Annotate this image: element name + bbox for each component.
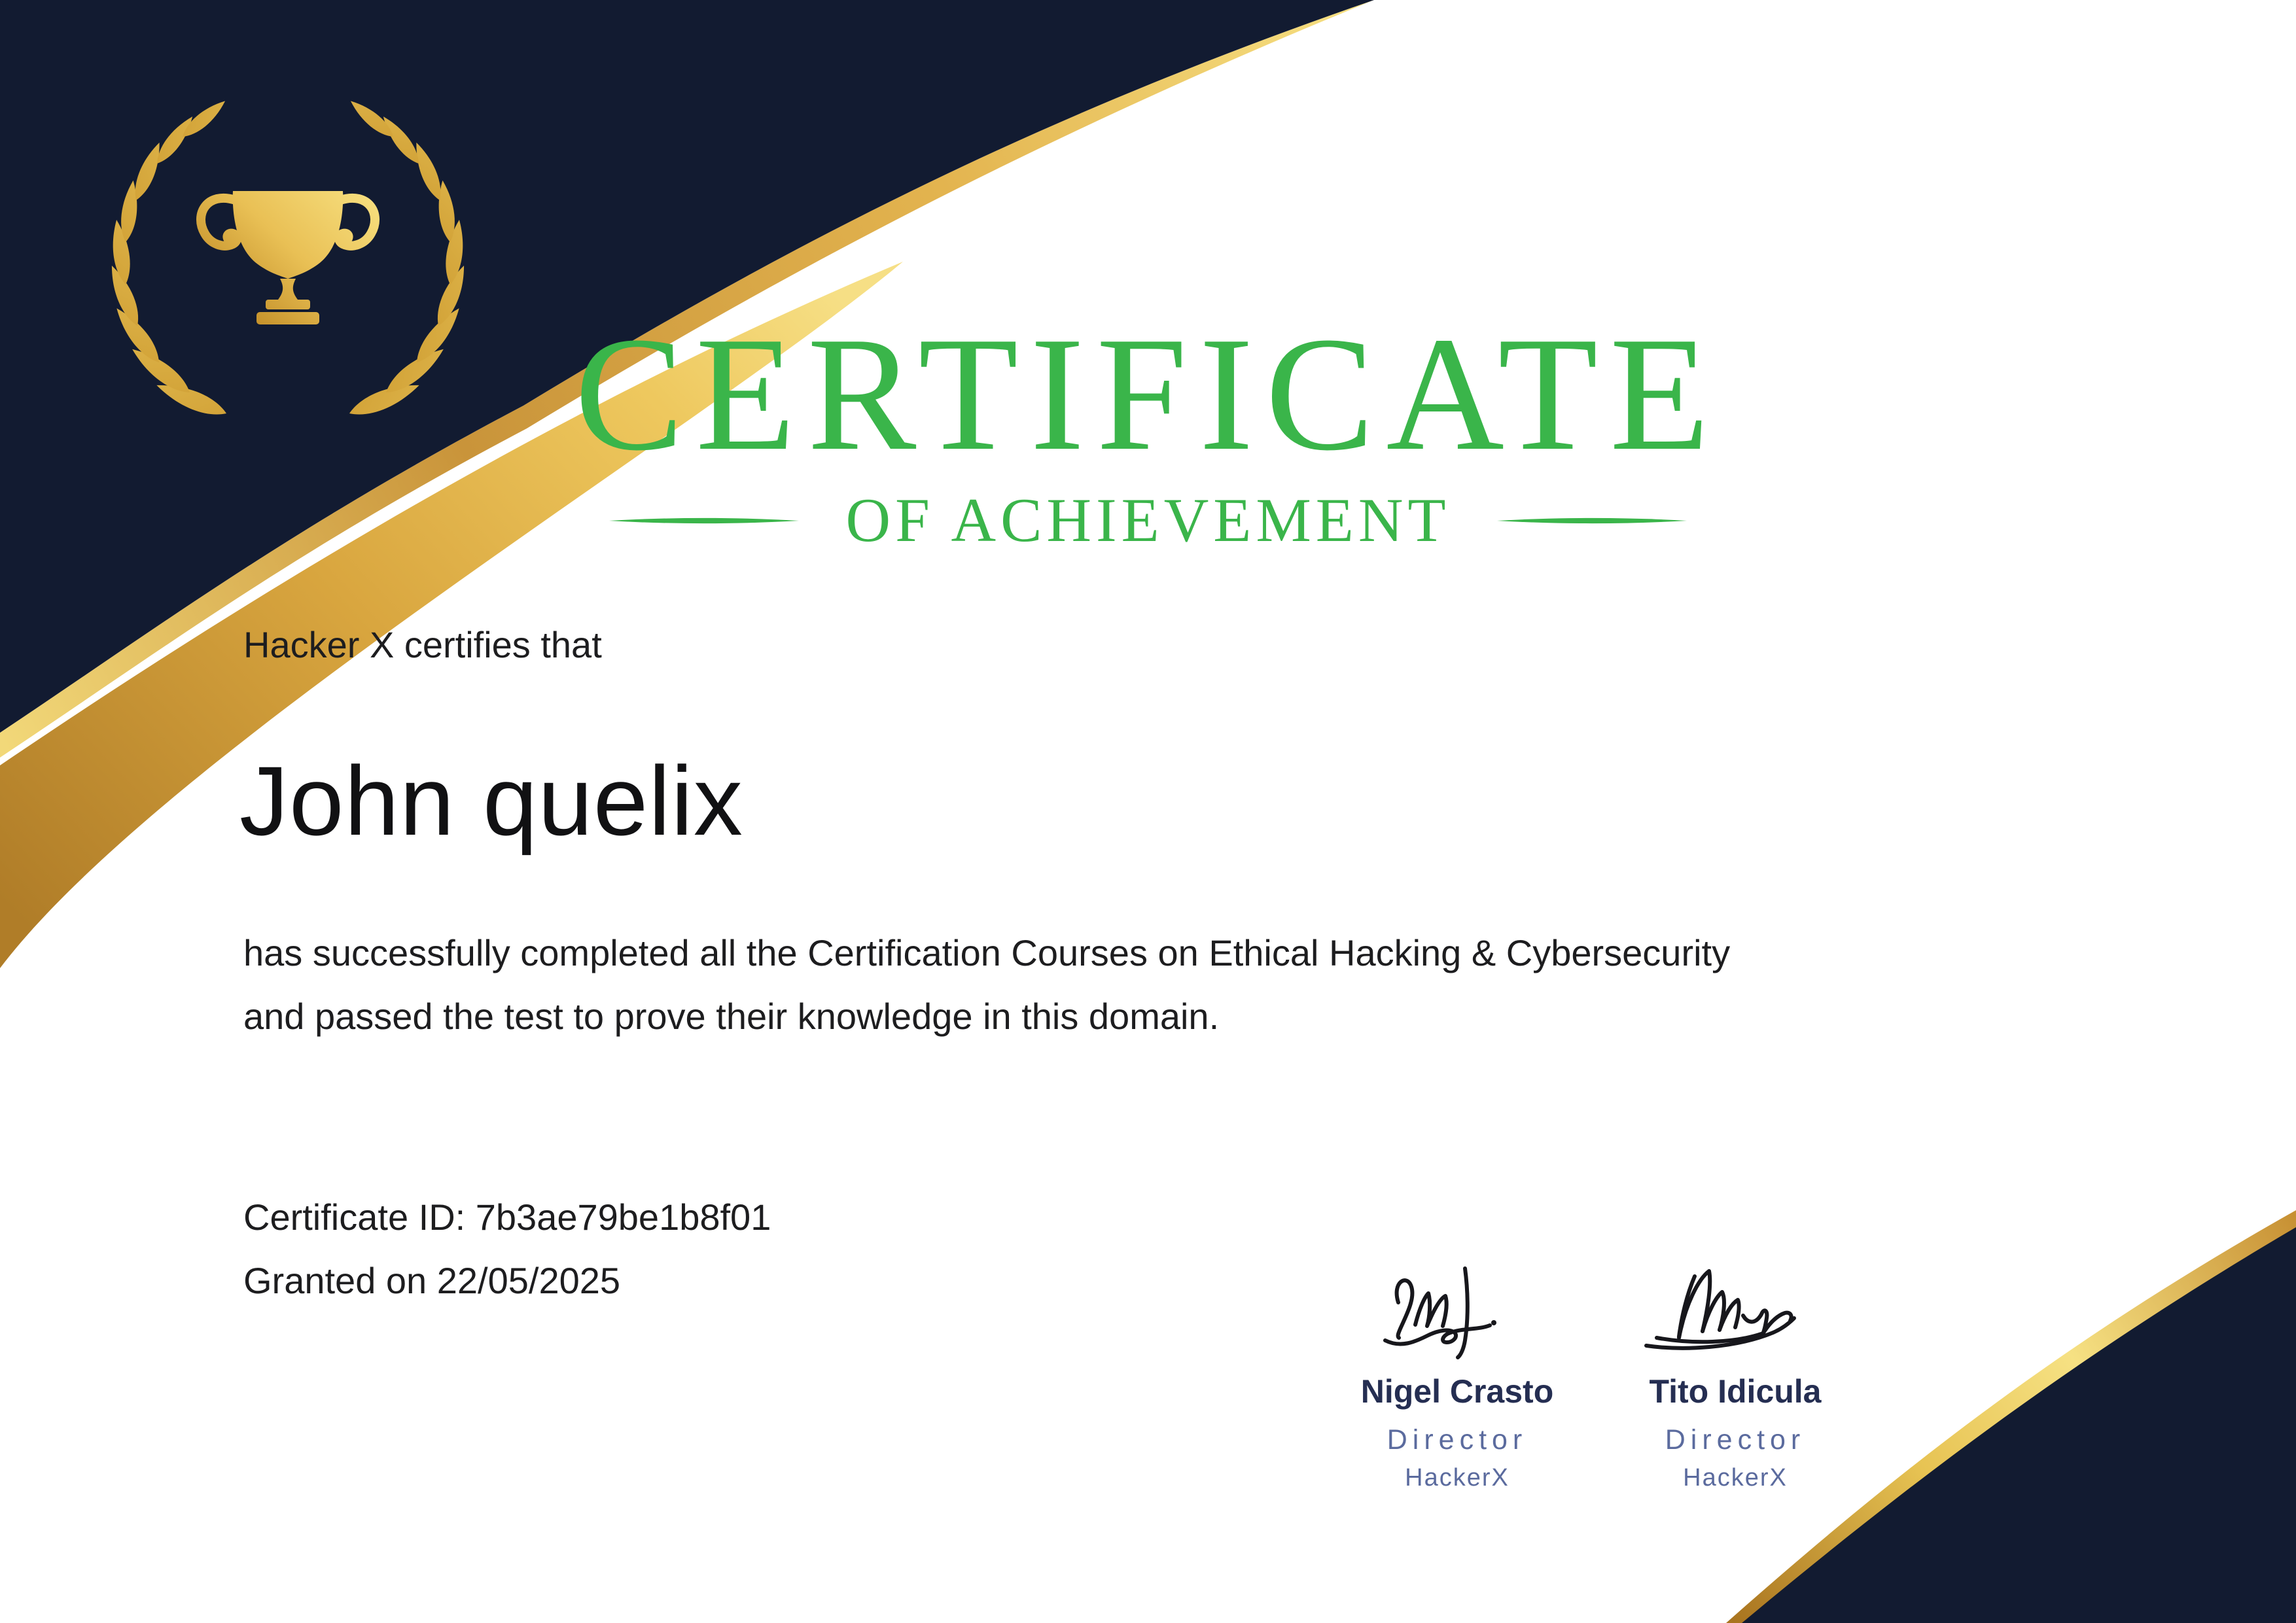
signatory-block-tito-idicula [1624,1259,1846,1492]
completion-description [243,921,2108,1048]
certificate-id-line [243,1185,771,1249]
certificate-title: CERTIFICATE [574,304,1722,485]
certificate-subtitle-row [0,485,2296,555]
certificate-id-label: Certificate ID: [243,1196,466,1238]
signatory-role: Director [1665,1423,1806,1456]
granted-label: Granted on [243,1260,427,1301]
signatory-block-nigel-crasto [1346,1259,1568,1492]
signature-scribble-icon [1637,1259,1833,1364]
description-line-1: has successfully completed all the Certification Courses on Ethical Hacking & Cybersecurity [243,932,1731,973]
certificate-meta [243,1185,771,1312]
recipient-name: John quelix [239,746,743,856]
description-line-2: and passed the test to prove their knowledge in this domain. [243,996,1220,1037]
signatory-role: Director [1386,1423,1528,1456]
signatory-name: Tito Idicula [1649,1373,1822,1410]
left-divider-line [609,515,799,526]
signature-scribble-icon [1379,1259,1536,1364]
right-divider-line [1497,515,1687,526]
granted-date-value: 22/05/2025 [436,1260,621,1301]
signatory-name: Nigel Crasto [1360,1373,1554,1410]
issuer-statement: Hacker X certifies that [243,624,602,665]
signatory-organization: HackerX [1683,1463,1788,1492]
signatory-organization: HackerX [1405,1463,1510,1492]
certificate-subtitle: OF ACHIEVEMENT [845,485,1451,555]
certificate-id-value: 7b3ae79be1b8f01 [475,1196,771,1238]
granted-date-line [243,1249,771,1312]
